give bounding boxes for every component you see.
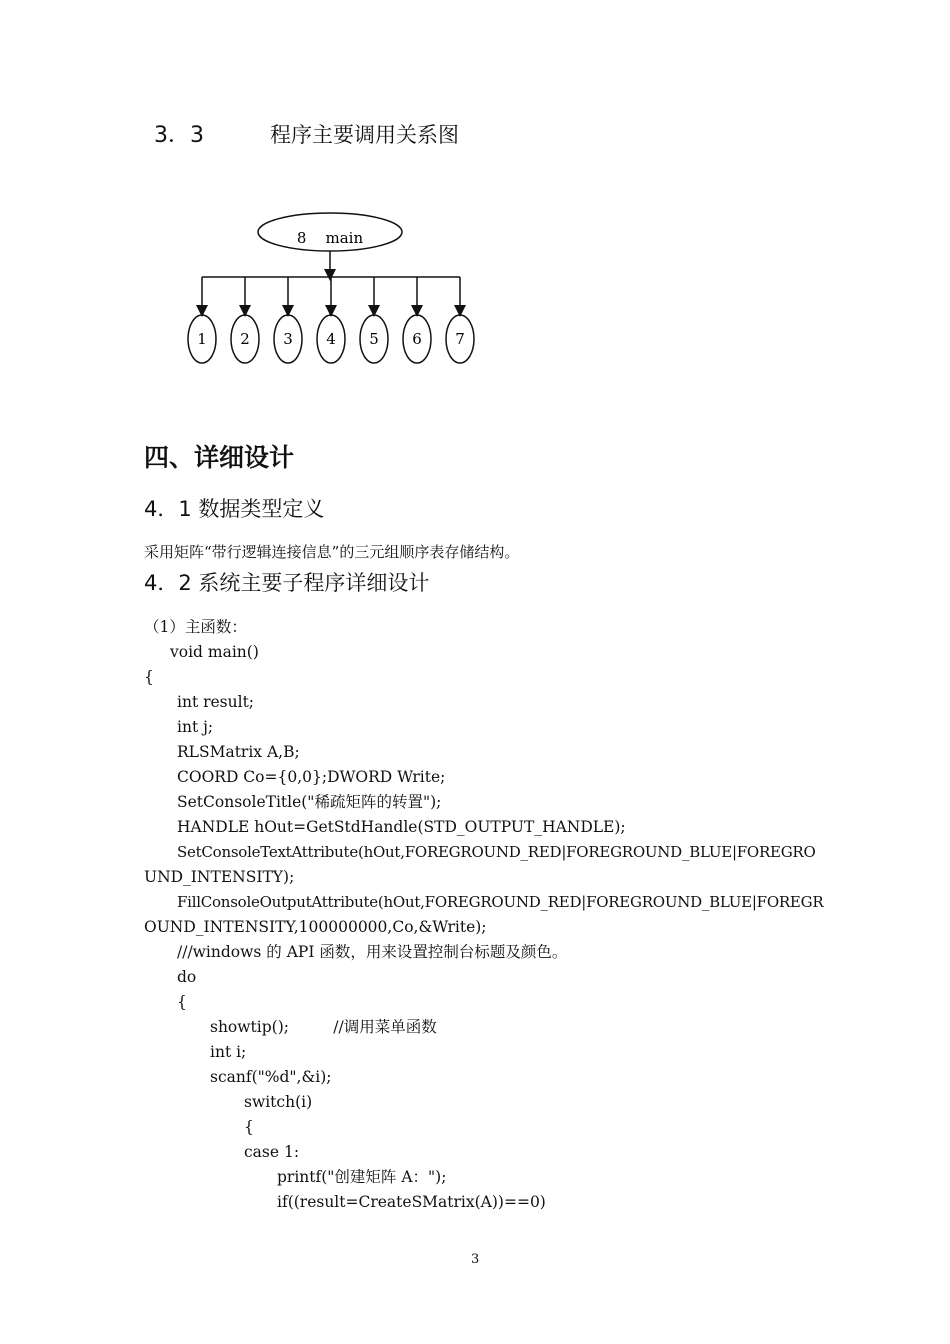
code-line: int i; [210, 1043, 247, 1061]
code-line: HANDLE hOut=GetStdHandle(STD_OUTPUT_HANDLE); [177, 818, 626, 836]
code-line: UND_INTENSITY); [144, 868, 295, 886]
child-node-label: 6 [412, 330, 422, 348]
code-line: { [177, 993, 187, 1011]
child-node-label: 4 [326, 330, 336, 348]
code-line: int j; [177, 718, 214, 736]
code-line: COORD Co={0,0};DWORD Write; [177, 768, 446, 786]
code-line: SetConsoleTextAttribute(hOut,FOREGROUND_RED|FOREGROUND_BLUE|FOREGRO [177, 843, 816, 861]
code-line: do [177, 968, 197, 986]
code-line: printf("创建矩阵 A："); [277, 1168, 447, 1186]
code-line: { [244, 1118, 254, 1136]
section-3-3-title: 程序主要调用关系图 [270, 123, 459, 147]
page-number: 3 [471, 1252, 480, 1267]
code-line: void main() [170, 643, 259, 661]
section-4-2-heading: 4．2 系统主要子程序详细设计 [144, 571, 430, 595]
main-node-label: 8 main [296, 229, 364, 247]
code-line: showtip(); //调用菜单函数 [210, 1018, 437, 1036]
code-line: if((result=CreateSMatrix(A))==0) [277, 1193, 546, 1211]
code-line: （1）主函数： [144, 618, 247, 636]
code-line: FillConsoleOutputAttribute(hOut,FOREGROUND_RED|FOREGROUND_BLUE|FOREGR [177, 893, 824, 911]
child-node-label: 1 [197, 330, 207, 348]
child-node-label: 2 [240, 330, 250, 348]
section-3-3-number: 3．3 [154, 123, 204, 148]
section-4-1-body: 采用矩阵“带行逻辑连接信息”的三元组顺序表存储结构。 [144, 543, 520, 561]
child-node-label: 3 [283, 330, 293, 348]
code-line: switch(i) [244, 1093, 313, 1111]
child-node-label: 5 [369, 330, 379, 348]
code-line: { [144, 668, 154, 686]
code-line: SetConsoleTitle("稀疏矩阵的转置"); [177, 793, 442, 811]
code-line: case 1: [244, 1143, 300, 1161]
call-relationship-diagram [180, 205, 490, 375]
code-line: int result; [177, 693, 255, 711]
child-node-label: 7 [455, 330, 465, 348]
chapter-4-title: 四、详细设计 [144, 443, 295, 472]
code-line: OUND_INTENSITY,100000000,Co,&Write); [144, 918, 487, 936]
code-line: RLSMatrix A,B; [177, 743, 300, 761]
code-line: ///windows 的 API 函数，用来设置控制台标题及颜色。 [177, 943, 568, 961]
section-4-1-heading: 4．1 数据类型定义 [144, 497, 325, 521]
code-line: scanf("%d",&i); [210, 1068, 332, 1086]
